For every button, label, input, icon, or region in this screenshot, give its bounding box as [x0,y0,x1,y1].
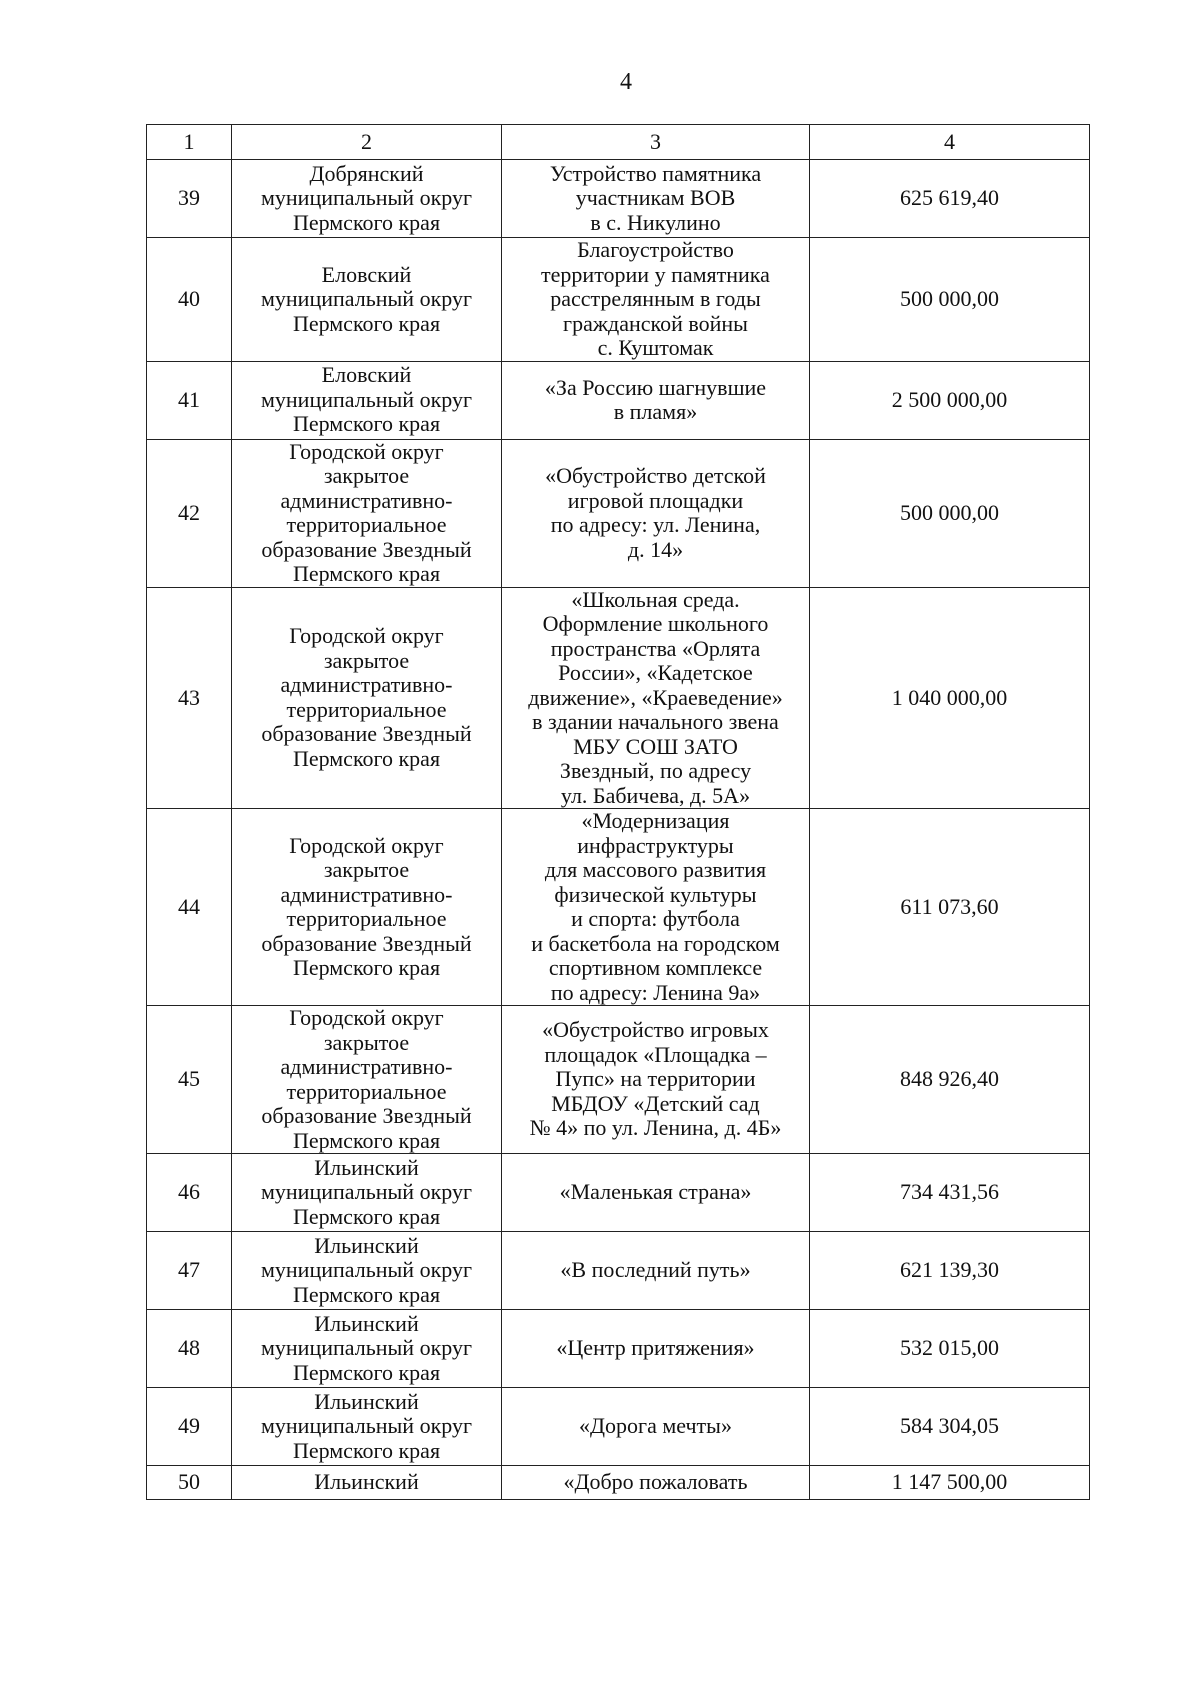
table-row [147,1232,1090,1310]
row-number-cell: 48 [147,1310,232,1388]
municipality-cell: Ильинский муниципальный округ Пермского края [232,1232,502,1310]
table-row [147,1310,1090,1388]
table-row [147,439,1090,587]
amount-cell: 848 926,40 [810,1006,1090,1154]
project-cell: «Школьная среда. Оформление школьного пространства «Орлята России», «Кадетское движение», «Краеведение» в здании начального звена МБУ СОШ ЗАТО Звездный, по адресу ул. Бабичева, д. 5А» [502,587,810,809]
row-number-cell: 45 [147,1006,232,1154]
project-cell: «Маленькая страна» [502,1154,810,1232]
table-header-row [147,125,1090,160]
row-number-cell: 40 [147,238,232,362]
project-cell: «В последний путь» [502,1232,810,1310]
project-cell: «Обустройство игровых площадок «Площадка – Пупс» на территории МБДОУ «Детский сад № 4» по ул. Ленина, д. 4Б» [502,1006,810,1154]
municipality-cell: Еловский муниципальный округ Пермского края [232,238,502,362]
amount-cell: 621 139,30 [810,1232,1090,1310]
amount-cell: 625 619,40 [810,160,1090,238]
municipality-cell: Ильинский [232,1466,502,1500]
table-row [147,1466,1090,1500]
row-number-cell: 44 [147,809,232,1006]
table-row [147,809,1090,1006]
amount-cell: 1 040 000,00 [810,587,1090,809]
municipality-cell: Ильинский муниципальный округ Пермского края [232,1388,502,1466]
header-cell-3: 3 [502,125,810,160]
header-cell-1: 1 [147,125,232,160]
project-cell: «Дорога мечты» [502,1388,810,1466]
project-cell: «За Россию шагнувшие в пламя» [502,361,810,439]
project-cell: Благоустройство территории у памятника расстрелянным в годы гражданской войны с. Куштомак [502,238,810,362]
row-number-cell: 43 [147,587,232,809]
header-cell-4: 4 [810,125,1090,160]
municipality-cell: Городской округ закрытое административно- территориальное образование Звездный Пермского края [232,809,502,1006]
page-number: 4 [620,69,632,95]
amount-cell: 611 073,60 [810,809,1090,1006]
amount-cell: 1 147 500,00 [810,1466,1090,1500]
table-row [147,587,1090,809]
amount-cell: 734 431,56 [810,1154,1090,1232]
amount-cell: 584 304,05 [810,1388,1090,1466]
project-cell: «Обустройство детской игровой площадки по адресу: ул. Ленина, д. 14» [502,439,810,587]
row-number-cell: 47 [147,1232,232,1310]
row-number-cell: 41 [147,361,232,439]
municipality-cell: Городской округ закрытое административно- территориальное образование Звездный Пермского края [232,439,502,587]
amount-cell: 2 500 000,00 [810,361,1090,439]
project-cell: «Центр притяжения» [502,1310,810,1388]
table-row [147,1154,1090,1232]
project-cell: Устройство памятника участникам ВОВ в с. Никулино [502,160,810,238]
table-row [147,361,1090,439]
allocation-table [146,124,1090,1500]
table-row [147,1388,1090,1466]
row-number-cell: 42 [147,439,232,587]
municipality-cell: Ильинский муниципальный округ Пермского края [232,1154,502,1232]
amount-cell: 500 000,00 [810,439,1090,587]
municipality-cell: Ильинский муниципальный округ Пермского края [232,1310,502,1388]
table-row [147,1006,1090,1154]
amount-cell: 500 000,00 [810,238,1090,362]
header-cell-2: 2 [232,125,502,160]
municipality-cell: Еловский муниципальный округ Пермского края [232,361,502,439]
row-number-cell: 39 [147,160,232,238]
project-cell: «Добро пожаловать [502,1466,810,1500]
table-row [147,160,1090,238]
municipality-cell: Городской округ закрытое административно- территориальное образование Звездный Пермского края [232,1006,502,1154]
row-number-cell: 46 [147,1154,232,1232]
row-number-cell: 50 [147,1466,232,1500]
municipality-cell: Добрянский муниципальный округ Пермского края [232,160,502,238]
project-cell: «Модернизация инфраструктуры для массового развития физической культуры и спорта: футбола и баскетбола на городском спортивном комплексе по адресу: Ленина 9а» [502,809,810,1006]
row-number-cell: 49 [147,1388,232,1466]
municipality-cell: Городской округ закрытое административно- территориальное образование Звездный Пермского края [232,587,502,809]
table-row [147,238,1090,362]
amount-cell: 532 015,00 [810,1310,1090,1388]
